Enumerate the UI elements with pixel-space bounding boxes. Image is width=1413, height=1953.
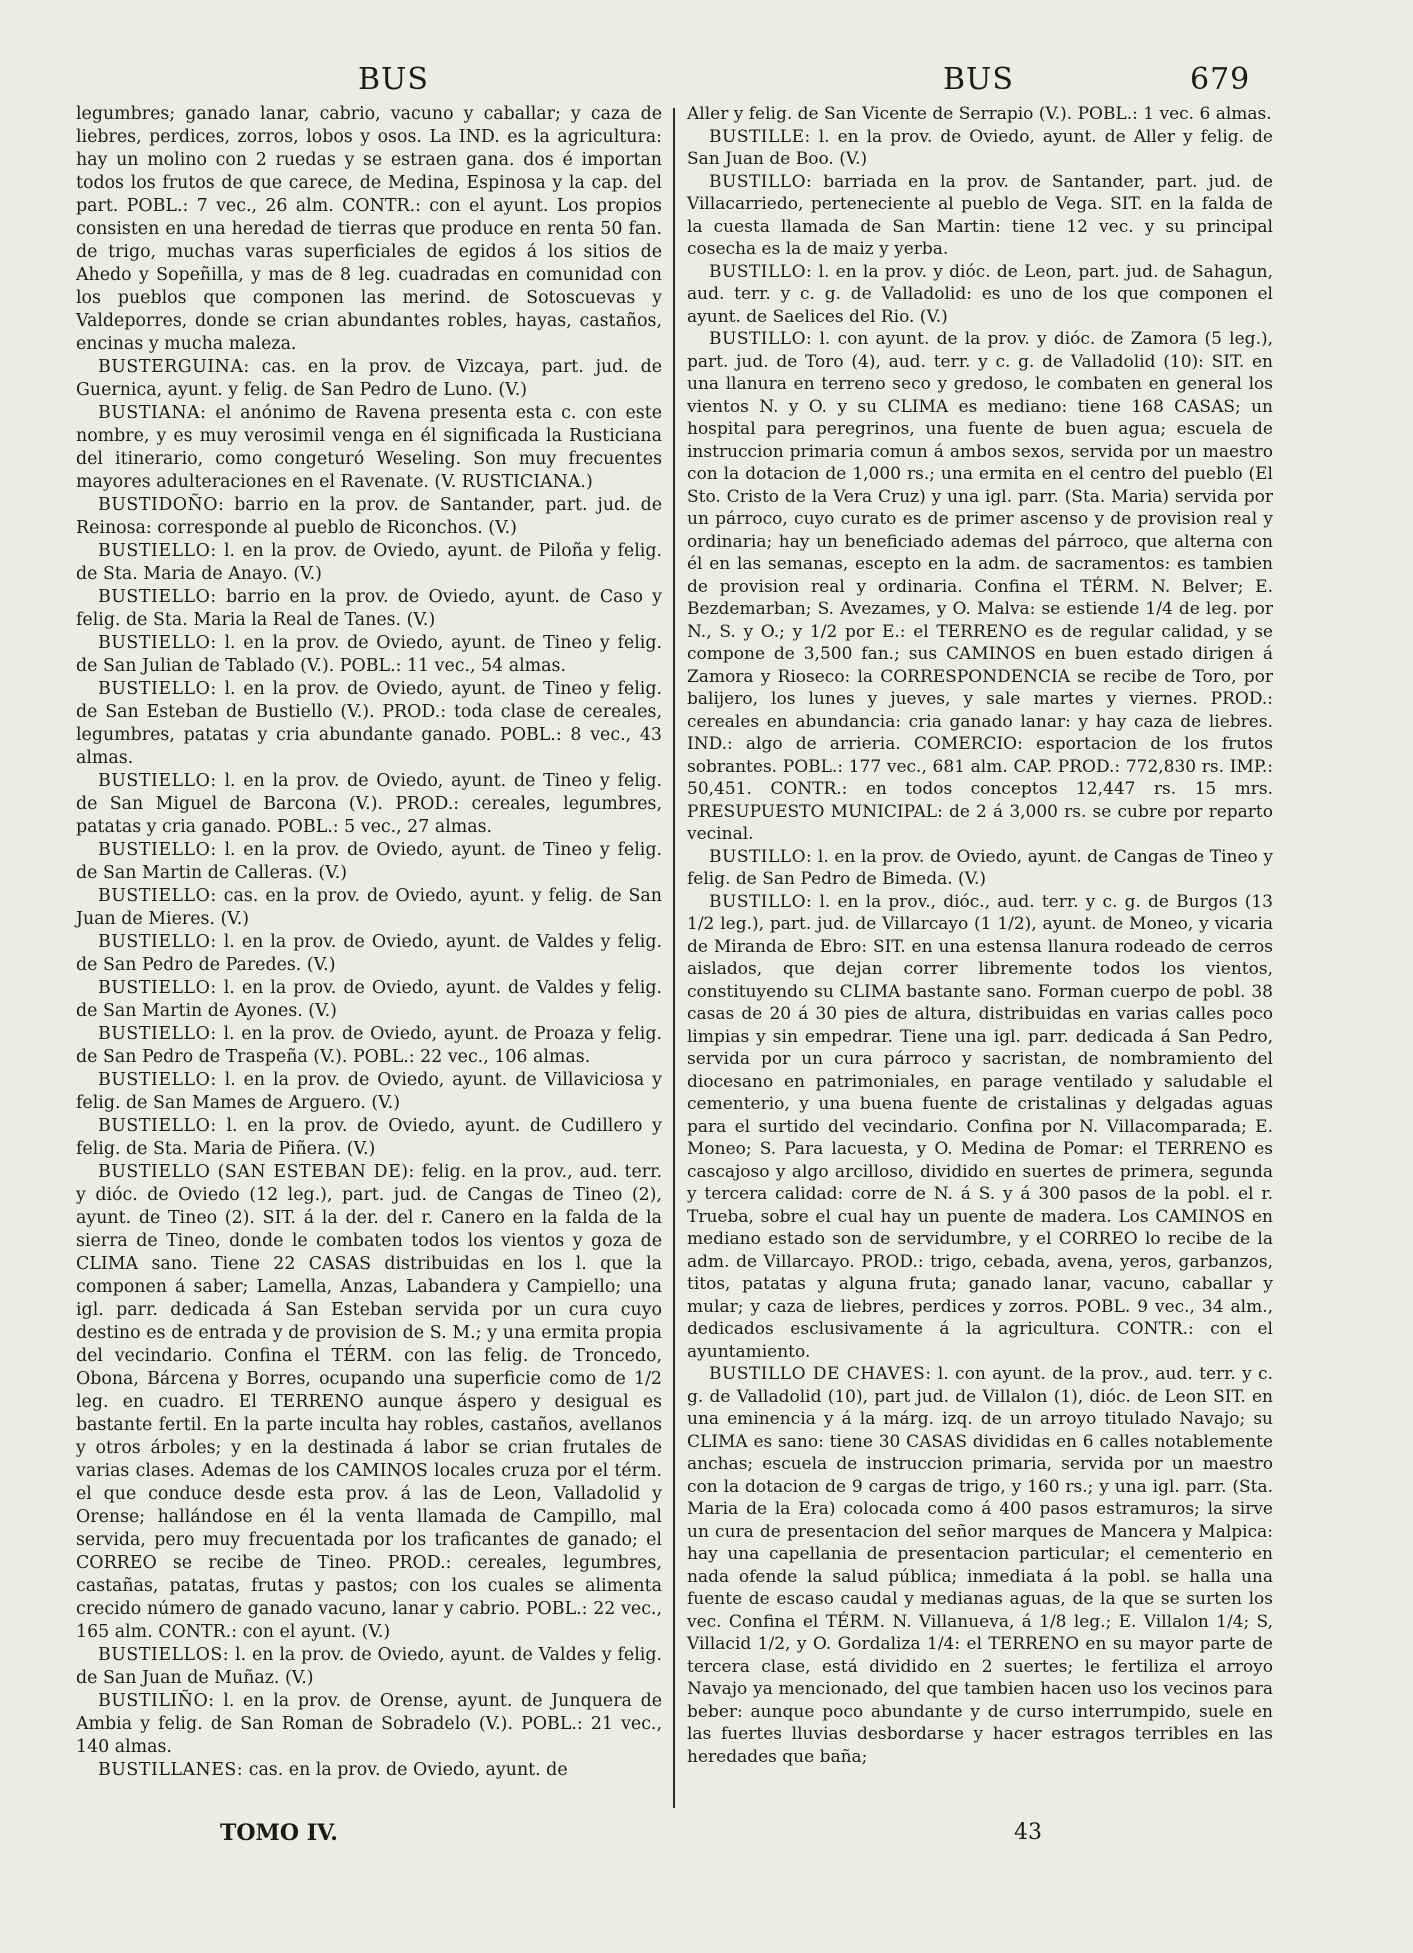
entry-text: l. con ayunt. de la prov. y dióc. de Zamora (5 leg.), part. jud. de Toro (4), aud. terr. y c. g. de Valladolid (10): SIT. en una llanura en terreno seco y gredoso, le combaten en general los vientos N. y O. y su CLIMA es mediano: tiene 168 CASAS; un hospital para peregrinos, una fuente de buen agua; escuela de instruccion primaria comun á ambos sexos, servida por un maestro con la dotacion de 1,000 rs.; una ermita en el centro del pueblo (El Sto. Cristo de la Vera Cruz) y una igl. parr. (Sta. Maria) servida por un párroco, cuyo curato es de primer ascenso y de provision real y ordinaria; hay un beneficiado ademas del párroco, que alterna con él en las semanas, escepto en la adm. de sacramentos: es tambien de provision real y ordinaria. Confina el TÉRM. N. Belver; E. Bezdemarban; S. Avezames, y O. Malva: se estiende 1/4 de leg. por N., S. y O.; y 1/2 por E.: el TERRENO es de regular calidad, y se compone de 3,500 fan.; sus CAMINOS en buen estado dirigen á Zamora y Rioseco: la CORRESPONDENCIA se recibe de Toro, por balijero, los lunes y jueves, y sale martes y viernes. PROD.: cereales en abundancia: cria ganado lanar: y hay caza de liebres. IND.: algo de arrieria. COMERCIO: esportacion de los frutos sobrantes. POBL.: 177 vec., 681 alm. CAP. PROD.: 772,830 rs. IMP.: 50,451. CONTR.: en todos conceptos 12,447 rs. 15 mrs. PRESUPUESTO MUNICIPAL: de 2 á 3,000 rs. se cubre por reparto vecinal. — [687, 329, 1274, 844]
entry-headword: BUSTILLO: — [709, 171, 813, 192]
entry-text: felig. en la prov., aud. terr. y dióc. de Oviedo (12 leg.), part. jud. de Cangas de Tineo (2), ayunt. de Tineo (2). SIT. á la der. del r. Canero en la falda de la sierra de Tineo, donde le combaten todos los vientos y goza de CLIMA sano. Tiene 22 CASAS distribuidas en los l. que la componen á saber; Lamella, Anzas, Labandera y Campiello; una igl. parr. dedicada á San Esteban servida por un cura cuyo destino es de entrada y de provision de S. M.; y una ermita propia del vecindario. Confina el TÉRM. con las felig. de Troncedo, Obona, Bárcena y Borres, ocupando una superficie como de 1/2 leg. en cuadro. El TERRENO aunque áspero y desigual es bastante fertil. En la parte inculta hay robles, castaños, avellanos y otros árboles; y en la destinada á labor se crian frutales de varias clases. Ademas de los CAMINOS locales cruza por el térm. el que conduce desde esta prov. á las de Leon, Valladolid y Orense; hallándose en él la venta llamada de Campillo, mal servida, pero muy frecuentada por los traficantes de ganado; el CORREO se recibe de Tineo. PROD.: cereales, legumbres, castañas, patatas, frutas y pastos; con los cuales se alimenta crecido número de ganado vacuno, lanar y cabrio. POBL.: 22 vec., 165 alm. CONTR.: con el ayunt. (V.) — [76, 1162, 663, 1642]
dictionary-entry — [687, 1363, 1273, 1768]
entry-headword: BUSTIELLO: — [98, 978, 217, 998]
entry-text: l. en la prov. de Oviedo, ayunt. de Tineo y felig. de San Julian de Tablado (V.). POBL.: 11 vec., 54 almas. — [76, 633, 662, 676]
entry-headword: BUSTIELLOS: — [98, 1645, 230, 1665]
entry-text: barrio en la prov. de Oviedo, ayunt. de Caso y felig. de Sta. Maria la Real de Tanes. (V.) — [76, 587, 662, 630]
entry-headword: BUSTILLO: — [709, 846, 813, 867]
entry-text: l. en la prov. de Oviedo, ayunt. de Cangas de Tineo y felig. de San Pedro de Bimeda. (V.) — [687, 846, 1273, 889]
entry-headword: BUSTILIÑO: — [98, 1691, 215, 1711]
entry-text: cas. en la prov. de Oviedo, ayunt. y felig. de San Juan de Mieres. (V.) — [76, 886, 663, 929]
entry-headword: BUSTIDOÑO: — [98, 495, 225, 515]
entry-headword: BUSTIELLO: — [98, 1024, 217, 1044]
entry-headword: BUSTERGUINA: — [98, 357, 250, 377]
entry-text: l. en la prov. de Oviedo, ayunt. de Proaza y felig. de San Pedro de Traspeña (V.). POBL.: 22 vec., 106 almas. — [76, 1024, 662, 1067]
entry-headword: BUSTIANA: — [98, 403, 207, 423]
dictionary-entry — [687, 103, 1273, 126]
entry-text: l. en la prov. de Oviedo, ayunt. de Tineo y felig. de San Miguel de Barcona (V.). PROD.: cereales, legumbres, patatas y cria ganado. POBL.: 5 vec., 27 almas. — [76, 771, 662, 837]
entry-text: l. en la prov. de Oviedo, ayunt. de Aller y felig. de San Juan de Boo. (V.) — [687, 126, 1273, 169]
entry-headword: BUSTIELLO: — [98, 771, 217, 791]
entry-text: Aller y felig. de San Vicente de Serrapio (V.). POBL.: 1 vec. 6 almas. — [687, 104, 1272, 124]
entry-headword: BUSTIELLO: — [98, 840, 217, 860]
entry-headword: BUSTIELLO: — [98, 932, 217, 952]
entry-headword: BUSTILLO: — [709, 329, 813, 349]
dictionary-entry — [76, 632, 662, 678]
entry-headword: BUSTILLO DE CHAVES: — [709, 1364, 932, 1384]
entry-text: el anónimo de Ravena presenta esta c. con este nombre, y es muy verosimil venga en él significada la Rusticiana del itinerario, como congeturó Weseling. Son muy frecuentes mayores adulteraciones en el Ravenate. (V. RUSTICIANA.) — [76, 403, 662, 492]
right-column — [687, 103, 1273, 1768]
dictionary-entry — [687, 171, 1273, 261]
entry-headword: BUSTIELLO: — [98, 679, 217, 699]
dictionary-entry — [76, 931, 662, 977]
entry-headword: BUSTIELLO: — [98, 633, 217, 653]
entry-headword: BUSTILLO: — [709, 891, 813, 912]
dictionary-entry — [76, 586, 662, 632]
signature-mark: 43 — [1014, 1820, 1042, 1845]
dictionary-entry — [687, 846, 1273, 891]
entry-headword: BUSTIELLO: — [98, 587, 217, 607]
entry-text: barriada en la prov. de Santander, part. jud. de Villacarriedo, perteneciente al pueblo de Vega. SIT. en la falda de la cuesta llamada de San Martin: tiene 12 vec. y su principal cosecha es la de maiz y yerba. — [687, 171, 1274, 259]
dictionary-entry — [76, 1069, 662, 1115]
dictionary-entry — [76, 885, 662, 931]
entry-text: l. con ayunt. de la prov., aud. terr. y c. g. de Valladolid (10), part jud. de Villalon (1), dióc. de Leon SIT. en una eminencia y á la márg. izq. de un arroyo titulado Navajo; su CLIMA es sano: tiene 30 CASAS divididas en 6 calles notablemente anchas; escuela de instruccion primaria, servida por un maestro con la dotacion de 9 cargas de trigo, y 160 rs.; y una igl. parr. (Sta. Maria de la Era) colocada como á 400 pasos estramuros; la sirve un cura de presentacion del señor marques de Mancera y Malpica: hay una capellania de presentacion particular; el cementerio en nada ofende la salud pública; inmediata á la pobl. se halla una fuente de escaso caudal y medianas aguas, de la que se surten los vec. Confina el TÉRM. N. Villanueva, á 1/8 leg.; E. Villalon 1/4; S, Villacid 1/2, y O. Gordaliza 1/4: el TERRENO en su mayor parte de tercera clase, está dividido en 2 suertes; le fertiliza el arroyo Navajo ya mencionado, del que tambien hacen uso los vecinos para beber: aunque poco abundante y de curso interrumpido, suele en las fuertes lluvias desbordarse y hacer estragos terribles en las heredades que baña; — [687, 1364, 1273, 1767]
header-right-word: BUS — [943, 62, 1014, 97]
entry-text: l. en la prov. de Oviedo, ayunt. de Tineo y felig. de San Martin de Calleras. (V.) — [76, 840, 662, 883]
left-column — [76, 103, 662, 1782]
entry-headword: BUSTIELLO: — [98, 1116, 217, 1136]
dictionary-entry — [76, 356, 662, 402]
page-footer — [0, 1820, 1413, 1854]
entry-text: l. en la prov. y dióc. de Leon, part. jud. de Sahagun, aud. terr. y c. g. de Valladolid: es uno de los que componen el ayunt. de Saelices del Rio. (V.) — [687, 261, 1273, 327]
entry-text: barrio en la prov. de Santander, part. jud. de Reinosa: corresponde al pueblo de Riconchos. (V.) — [76, 495, 663, 538]
dictionary-entry — [76, 1161, 662, 1644]
entry-text: cas. en la prov. de Oviedo, ayunt. de — [248, 1760, 568, 1780]
column-divider — [673, 108, 675, 1808]
header-left-word: BUS — [358, 62, 429, 97]
running-header — [0, 62, 1413, 102]
dictionary-entry — [76, 1023, 662, 1069]
entry-text: l. en la prov. de Oviedo, ayunt. de Cudillero y felig. de Sta. Maria de Piñera. (V.) — [76, 1116, 662, 1159]
dictionary-entry — [76, 103, 662, 356]
dictionary-entry — [76, 839, 662, 885]
dictionary-entry — [76, 494, 662, 540]
dictionary-entry — [687, 261, 1273, 329]
entry-headword: BUSTIELLO: — [98, 1070, 217, 1090]
volume-label: TOMO IV. — [220, 1820, 338, 1846]
entry-text: l. en la prov., dióc., aud. terr. y c. g. de Burgos (13 1/2 leg.), part. jud. de Villarcayo (1 1/2), ayunt. de Moneo, y vicaria de Miranda de Ebro: SIT. en una estensa llanura rodeado de cerros aislados, que dejan correr libremente todos los vientos, constituyendo su CLIMA bastante sano. Forman cuerpo de pobl. 38 casas de 20 á 30 pies de altura, distribuidas en varias calles poco limpias y sin empedrar. Tiene una igl. parr. dedicada á San Pedro, servida por un cura párroco y sacristan, de nombramiento del diocesano en patrimoniales, en parage ventilado y saludable el cementerio, y una buena fuente de cristalinas y delgadas aguas para el surtido del vecindario. Confina por N. Villacomparada; E. Moneo; S. Para lacuesta, y O. Medina de Pomar: el TERRENO es cascajoso y algo arcilloso, dividido en suertes de primera, segunda y tercera calidad: corre de N. á S. y á 300 pasos de la pobl. el r. Trueba, sobre el cual hay un puente de madera. Los CAMINOS en mediano estado son de servidumbre, y el CORREO lo recibe de la adm. de Villarcayo. PROD.: trigo, cebada, avena, yeros, garbanzos, titos, patatas y alguna fruta; ganado lanar, vacuno, caballar y mular; y caza de liebres, perdices y zorros. POBL. 9 vec., 34 alm., dedicados esclusivamente á la agricultura. CONTR.: con el ayuntamiento. — [687, 891, 1273, 1362]
page-number: 679 — [1190, 62, 1251, 97]
entry-headword: BUSTILLANES: — [98, 1760, 244, 1780]
dictionary-entry — [76, 770, 662, 839]
dictionary-entry — [76, 977, 662, 1023]
dictionary-entry — [687, 126, 1273, 171]
dictionary-entry — [76, 1690, 662, 1759]
entry-text: l. en la prov. de Oviedo, ayunt. de Tineo y felig. de San Esteban de Bustiello (V.). PROD.: toda clase de cereales, legumbres, patatas y cria abundante ganado. POBL.: 8 vec., 43 almas. — [76, 679, 662, 768]
entry-text: l. en la prov. de Orense, ayunt. de Junquera de Ambia y felig. de San Roman de Sobradelo (V.). POBL.: 21 vec., 140 almas. — [76, 1691, 662, 1757]
entry-text: l. en la prov. de Oviedo, ayunt. de Piloña y felig. de Sta. Maria de Anayo. (V.) — [76, 541, 662, 584]
dictionary-entry — [76, 402, 662, 494]
dictionary-entry — [76, 1644, 662, 1690]
entry-text: l. en la prov. de Oviedo, ayunt. de Valdes y felig. de San Juan de Muñaz. (V.) — [76, 1645, 662, 1688]
entry-text: cas. en la prov. de Vizcaya, part. jud. de Guernica, ayunt. y felig. de San Pedro de Luno. (V.) — [76, 357, 663, 400]
dictionary-entry — [687, 328, 1273, 846]
dictionary-entry — [76, 540, 662, 586]
entry-text: l. en la prov. de Oviedo, ayunt. de Villaviciosa y felig. de San Mames de Arguero. (V.) — [76, 1070, 663, 1113]
dictionary-entry — [76, 678, 662, 770]
dictionary-entry — [687, 891, 1273, 1364]
entry-headword: BUSTIELLO: — [98, 886, 217, 906]
dictionary-entry — [76, 1759, 662, 1782]
entry-text: l. en la prov. de Oviedo, ayunt. de Valdes y felig. de San Pedro de Paredes. (V.) — [76, 932, 662, 975]
entry-headword: BUSTILLE: — [709, 126, 811, 147]
entry-headword: BUSTILLO: — [709, 261, 813, 282]
entry-text: l. en la prov. de Oviedo, ayunt. de Valdes y felig. de San Martin de Ayones. (V.) — [76, 978, 662, 1021]
entry-text: legumbres; ganado lanar, cabrio, vacuno y caballar; y caza de liebres, perdices, zorros, lobos y osos. La IND. es la agricultura: hay un molino con 2 ruedas y se estraen gana. dos é importan todos los frutos de que carece, de Medina, Espinosa y la cap. del part. POBL.: 7 vec., 26 alm. CONTR.: con el ayunt. Los propios consisten en una heredad de tierras que produce en renta 50 fan. de trigo, muchas varas superficiales de egidos á los sitios de Ahedo y Sopeñilla, y mas de 8 leg. cuadradas en comunidad con los pueblos que componen las merind. de Sotoscuevas y Valdeporres, donde se crian abundantes robles, hayas, castaños, encinas y mucha maleza. — [76, 104, 662, 354]
dictionary-entry — [76, 1115, 662, 1161]
entry-headword: BUSTIELLO (SAN ESTEBAN DE): — [98, 1162, 415, 1182]
entry-headword: BUSTIELLO: — [98, 541, 217, 561]
